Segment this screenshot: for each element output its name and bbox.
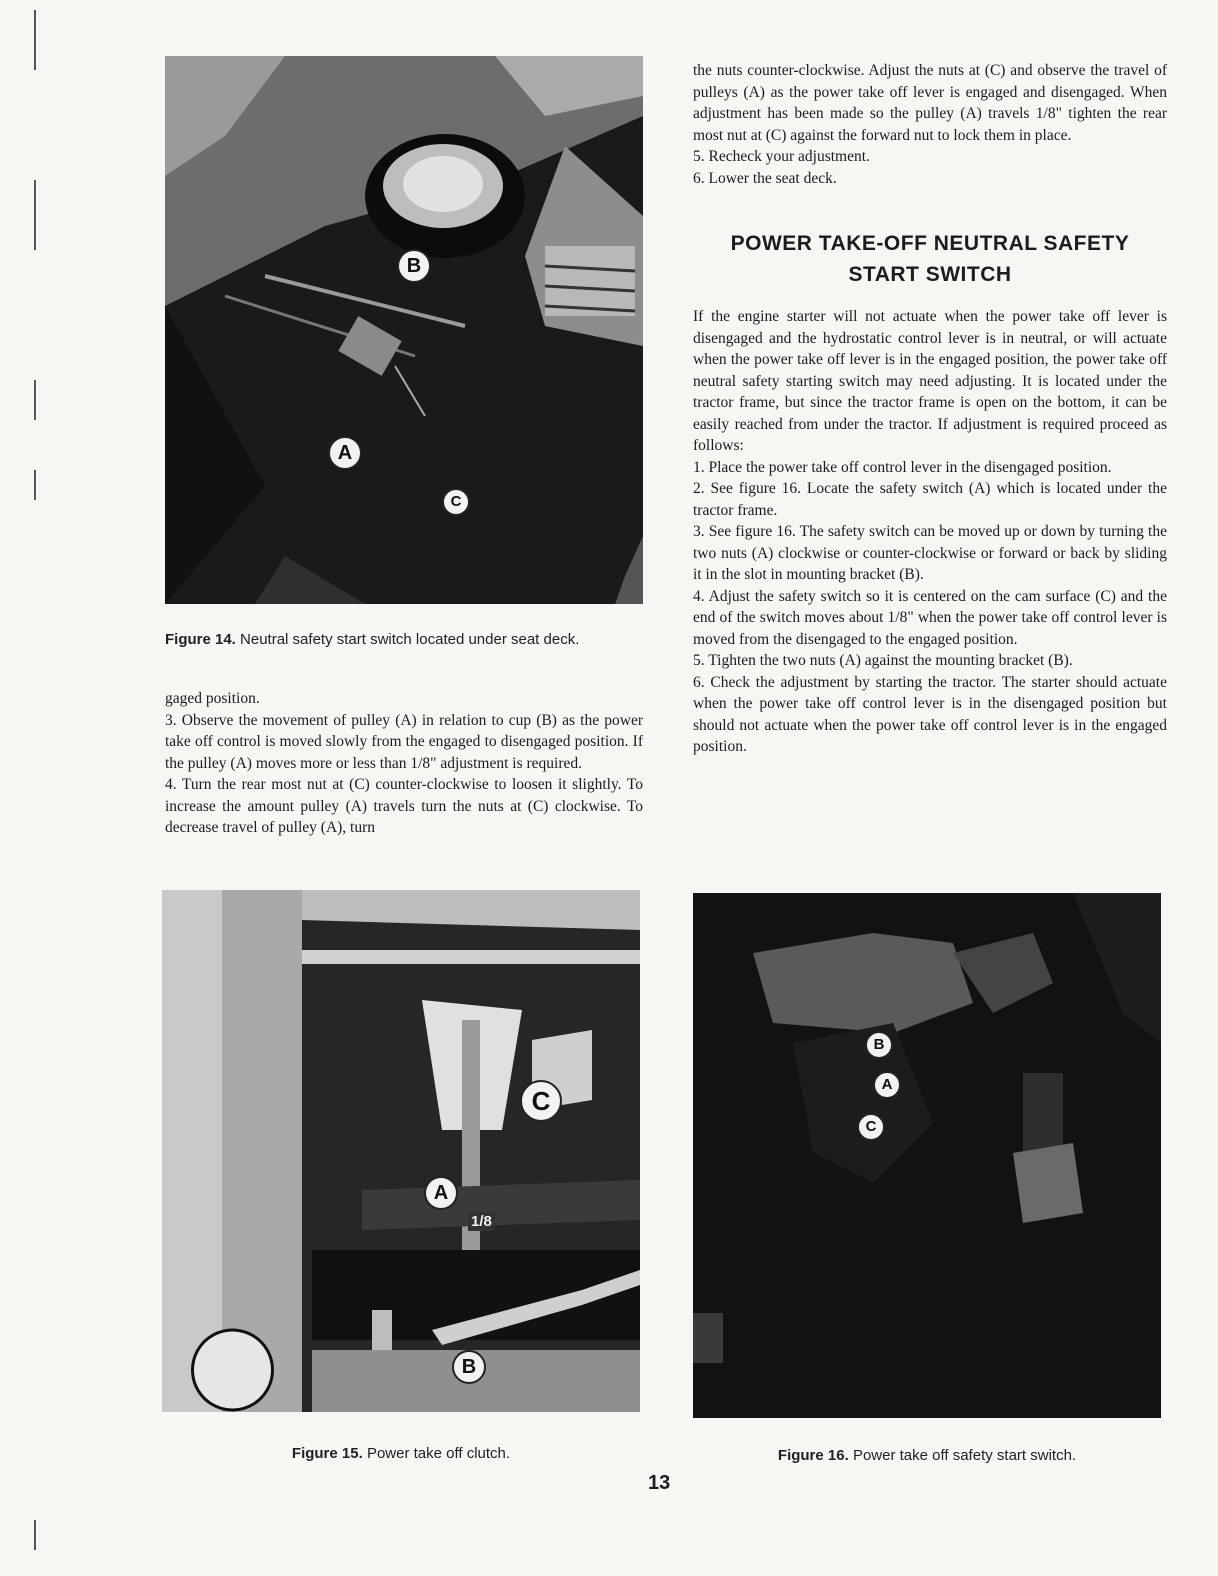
figure-16-photo xyxy=(693,893,1161,1418)
scale-mark: 1/8 xyxy=(468,1212,495,1231)
caption-text: Power take off safety start switch. xyxy=(852,1447,1077,1464)
paragraph: 6. Lower the seat deck. xyxy=(693,169,837,187)
callout-b: B xyxy=(397,249,431,283)
figure-14-illustration xyxy=(165,56,643,604)
caption-text: Neutral safety start switch located under seat deck. xyxy=(240,631,580,648)
section-heading xyxy=(693,228,1167,290)
heading-line-1: POWER TAKE-OFF NEUTRAL SAFETY xyxy=(730,232,1130,255)
caption-text: Power take off clutch. xyxy=(366,1445,511,1462)
right-column-continuation xyxy=(693,60,1167,189)
callout-a: A xyxy=(424,1176,458,1210)
paragraph: 3. Observe the movement of pulley (A) in relation to cup (B) as the power take off control is moved slowly from the engaged to disengaged position. If the pulley (A) moves more or less than 1/8" adjustment is required. xyxy=(165,711,643,772)
margin-mark xyxy=(34,1520,36,1550)
paragraph: 5. Tighten the two nuts (A) against the mounting bracket (B). xyxy=(693,652,1073,669)
callout-a: A xyxy=(873,1071,901,1099)
paragraph: 4. Adjust the safety switch so it is centered on the cam surface (C) and the end of the switch moves about 1/8" when the power take off control lever is moved from the disengaged to the engaged position. xyxy=(693,587,1167,648)
callout-c: C xyxy=(857,1113,885,1141)
paragraph: 2. See figure 16. Locate the safety switch (A) which is located under the tractor frame. xyxy=(693,480,1167,519)
paragraph: 5. Recheck your adjustment. xyxy=(693,148,870,165)
callout-b: B xyxy=(452,1350,486,1384)
right-column-section xyxy=(693,306,1167,758)
figure-15-photo xyxy=(162,890,640,1412)
margin-mark xyxy=(34,470,36,500)
margin-mark xyxy=(34,10,36,70)
paragraph: If the engine starter will not actuate when the power take off lever is disengaged and the hydrostatic control lever is in neutral, or will actuate when the power take off lever is in the engaged position, the power take off neutral safety starting switch may need adjusting. It is located under the tractor frame, but since the tractor frame is open on the bottom, it can be easily reached from under the tractor. If adjustment is required proceed as follows: xyxy=(693,308,1167,454)
figure-15-illustration xyxy=(162,890,640,1412)
paragraph: 4. Turn the rear most nut at (C) counter-clockwise to loosen it slightly. To increase the amount pulley (A) travels turn the nuts at (C) clockwise. To decrease travel of pulley (A), turn xyxy=(165,776,643,836)
margin-mark xyxy=(34,180,36,250)
callout-c: C xyxy=(442,488,470,516)
figure-14-caption xyxy=(165,630,643,650)
callout-b: B xyxy=(865,1031,893,1059)
page-number: 13 xyxy=(648,1472,671,1494)
caption-label: Figure 16. xyxy=(777,1447,849,1464)
caption-label: Figure 14. xyxy=(165,631,236,648)
paragraph: 1. Place the power take off control lever in the disengaged position. xyxy=(693,458,1112,476)
callout-c: C xyxy=(520,1080,562,1122)
paragraph: the nuts counter-clockwise. Adjust the nuts at (C) and observe the travel of pulleys (A) as the power take off lever is engaged and disengaged. When adjustment has been made so the pulley (A) travels 1/8" tighten the rear most nut at (C) against the forward nut to lock them in place. xyxy=(693,62,1167,144)
figure-15-caption xyxy=(162,1444,640,1464)
caption-label: Figure 15. xyxy=(291,1445,363,1462)
paragraph: 6. Check the adjustment by starting the tractor. The starter should actuate when the power take off control lever is in the disengaged position but should not actuate when the power take off control lever is in the engaged position. xyxy=(693,673,1167,755)
callout-a: A xyxy=(328,436,362,470)
figure-16-caption xyxy=(693,1446,1161,1466)
heading-line-2: START SWITCH xyxy=(848,263,1012,286)
figure-16-illustration xyxy=(693,893,1161,1418)
paragraph: 3. See figure 16. The safety switch can be moved up or down by turning the two nuts (A) clockwise or counter-clockwise or forward or back by sliding it in the slot in mounting bracket (B). xyxy=(693,523,1167,583)
figure-14-photo xyxy=(165,56,643,604)
margin-mark xyxy=(34,380,36,420)
paragraph: gaged position. xyxy=(165,690,260,707)
left-column-text xyxy=(165,688,643,839)
